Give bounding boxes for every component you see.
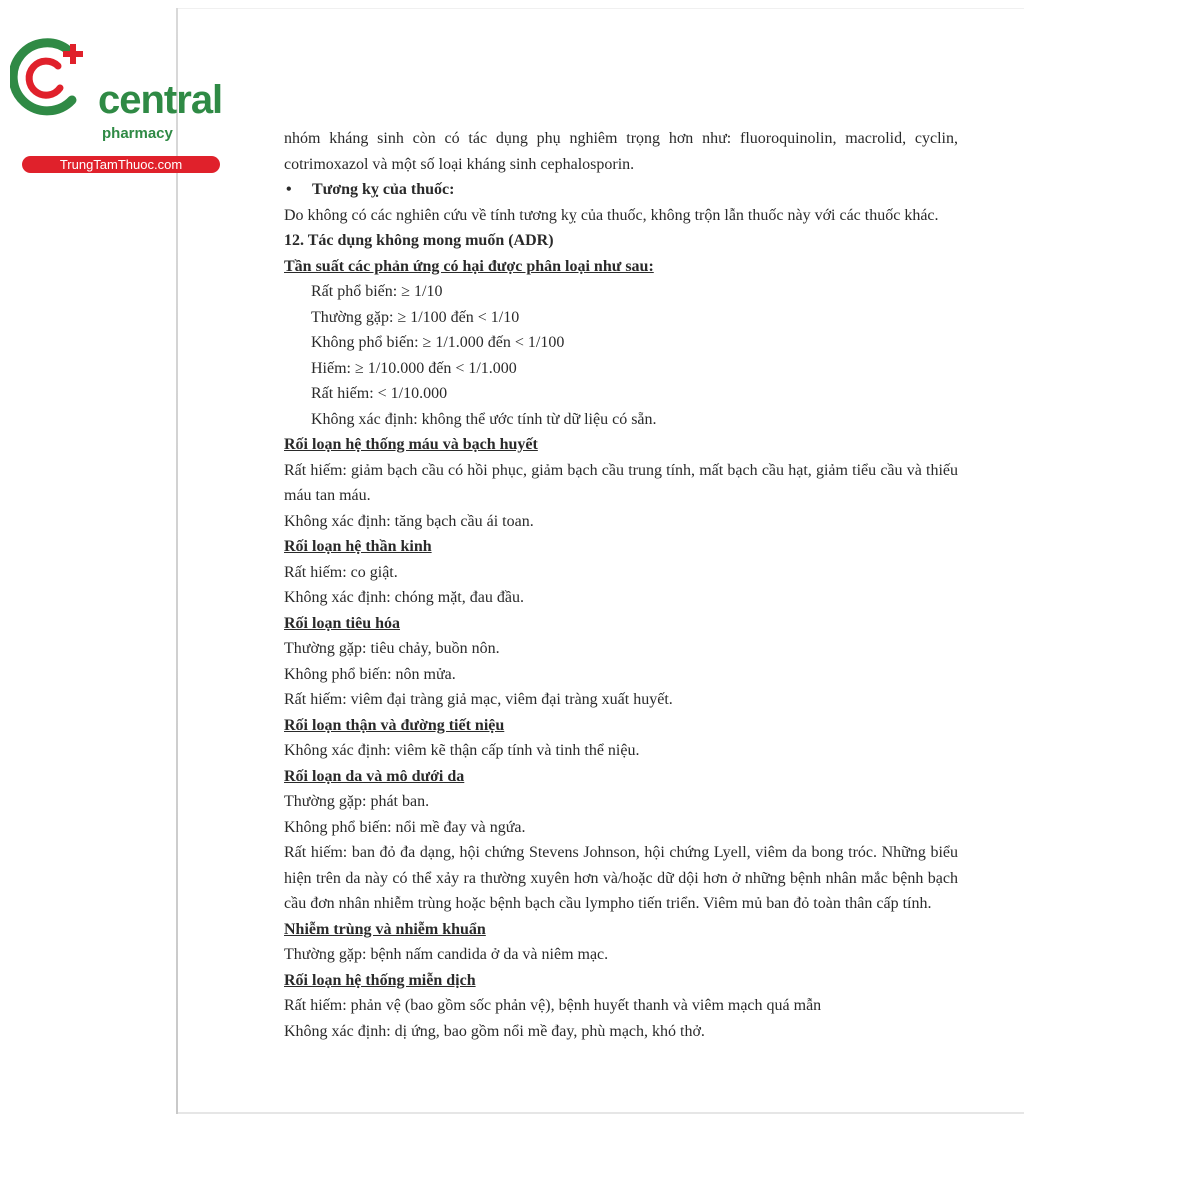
section-title-infection: Nhiễm trùng và nhiễm khuẩn — [284, 920, 486, 938]
section-title-kidney: Rối loạn thận và đường tiết niệu — [284, 716, 505, 734]
frequency-item: Hiếm: ≥ 1/10.000 đến < 1/1.000 — [311, 359, 517, 377]
section-title-blood: Rối loạn hệ thống máu và bạch huyết — [284, 436, 538, 453]
frequency-item: Rất phổ biến: ≥ 1/10 — [311, 283, 443, 300]
frequency-item: Không xác định: không thể ước tính từ dữ liệu có sẵn. — [311, 410, 657, 428]
section-line: Rất hiếm: ban đỏ đa dạng, hội chứng Stevens Johnson, hội chứng Lyell, viêm da bong tróc. Những biểu hiện trên da này có thể xảy ra thường xuyên hơn và/hoặc dữ dội hơn ở những bệnh nhân mắc bệnh bạch cầu đơn nhân nhiễm trùng hoặc bệnh bạch cầu lympho tiến triển. Viêm mủ ban đỏ toàn thân cấp tính. — [284, 844, 958, 912]
bullet-title: Tương kỵ của thuốc: — [312, 181, 455, 198]
scan-edge-left — [176, 8, 178, 1114]
intro-paragraph: nhóm kháng sinh còn có tác dụng phụ nghiêm trọng hơn như: fluoroquinolin, macrolid, cyclin, cotrimoxazol và một số loại kháng sinh cephalosporin. — [284, 130, 958, 173]
section-line: Không xác định: chóng mặt, đau đầu. — [284, 589, 524, 606]
section-line: Thường gặp: tiêu chảy, buồn nôn. — [284, 640, 500, 657]
frequency-item: Thường gặp: ≥ 1/100 đến < 1/10 — [311, 308, 520, 326]
logo-brand: central — [98, 78, 223, 122]
scan-edge-top — [178, 8, 1024, 9]
section-line: Rất hiếm: co giật. — [284, 563, 398, 581]
section-line: Rất hiếm: viêm đại tràng giả mạc, viêm đại tràng xuất huyết. — [284, 691, 673, 708]
section-line: Rất hiếm: phản vệ (bao gồm sốc phản vệ), bệnh huyết thanh và viêm mạch quá mẫn — [284, 997, 822, 1014]
central-pharmacy-logo[interactable] — [10, 38, 223, 172]
section-heading-adr: 12. Tác dụng không mong muốn (ADR) — [284, 232, 554, 249]
section-line: Không xác định: dị ứng, bao gồm nổi mề đay, phù mạch, khó thở. — [284, 1022, 705, 1040]
frequency-item: Rất hiếm: < 1/10.000 — [311, 385, 448, 402]
section-line: Thường gặp: phát ban. — [284, 793, 430, 810]
logo-site-banner: TrungTamThuoc.com — [22, 156, 220, 173]
bullet-paragraph: Do không có các nghiên cứu về tính tương kỵ của thuốc, không trộn lẫn thuốc này với các thuốc khác. — [284, 206, 939, 224]
logo-subtitle: pharmacy — [102, 125, 173, 142]
logo-mark-icon — [10, 38, 100, 118]
section-line: Không xác định: viêm kẽ thận cấp tính và tinh thể niệu. — [284, 742, 640, 759]
section-title-nervous: Rối loạn hệ thần kinh — [284, 538, 432, 555]
section-title-digestive: Rối loạn tiêu hóa — [284, 614, 401, 632]
section-line: Rất hiếm: giảm bạch cầu có hồi phục, giảm bạch cầu trung tính, mất bạch cầu hạt, giảm tiểu cầu và thiếu máu tan máu. — [284, 461, 958, 504]
frequency-title: Tần suất các phản ứng có hại được phân loại như sau: — [284, 257, 654, 275]
section-line: Không phổ biến: nổi mề đay và ngứa. — [284, 818, 526, 836]
document-body — [284, 126, 958, 1044]
section-line: Không xác định: tăng bạch cầu ái toan. — [284, 512, 534, 530]
scan-edge-bottom — [178, 1112, 1024, 1114]
section-title-skin: Rối loạn da và mô dưới da — [284, 767, 465, 785]
section-title-immune: Rối loạn hệ thống miễn dịch — [284, 971, 476, 989]
section-line: Không phổ biến: nôn mửa. — [284, 665, 456, 683]
bullet-dot-icon: • — [286, 181, 292, 198]
section-line: Thường gặp: bệnh nấm candida ở da và niêm mạc. — [284, 946, 609, 963]
bullet-heading — [284, 177, 958, 203]
frequency-item: Không phổ biến: ≥ 1/1.000 đến < 1/100 — [311, 334, 565, 351]
